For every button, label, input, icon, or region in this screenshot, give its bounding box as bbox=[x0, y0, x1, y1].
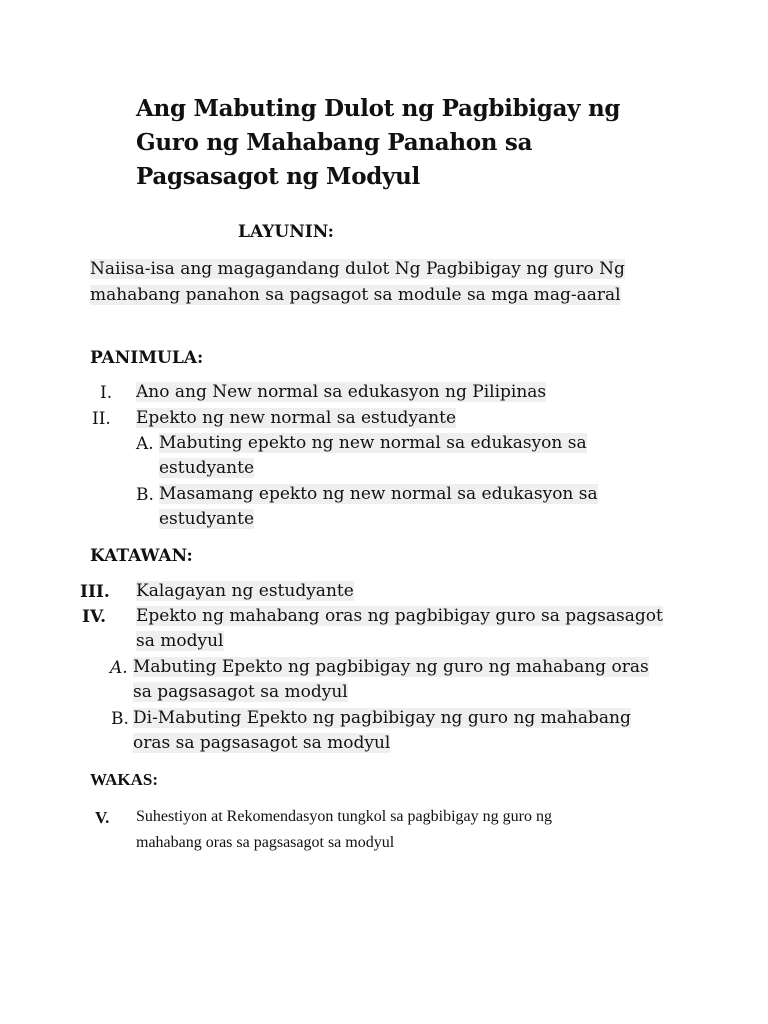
katawan-subitem-a bbox=[133, 655, 649, 705]
katawan-subitem-a-marker: A. bbox=[110, 658, 128, 678]
katawan-subitem-b-marker: B. bbox=[111, 709, 129, 729]
panimula-item-2-marker: II. bbox=[92, 409, 111, 429]
katawan-subitem-b bbox=[133, 706, 631, 756]
panimula-subitem-b bbox=[159, 482, 598, 532]
title-line-2: Guro ng Mahabang Panahon sa bbox=[136, 129, 533, 156]
layunin-line-2: mahabang panahon sa pagsagot sa module sa mga mag-aaral bbox=[90, 285, 621, 305]
katawan-item-4 bbox=[136, 604, 663, 654]
panimula-subitem-b-marker: B. bbox=[136, 485, 154, 505]
wakas-heading: WAKAS: bbox=[90, 770, 159, 789]
katawan-heading: KATAWAN: bbox=[90, 546, 193, 566]
panimula-subitem-a bbox=[159, 431, 587, 481]
panimula-subitem-a-marker: A. bbox=[136, 434, 154, 454]
panimula-item-1-marker: I. bbox=[100, 383, 113, 403]
katawan-item-3-marker: III. bbox=[80, 582, 110, 602]
katawan-item-3-line-1: Kalagayan ng estudyante bbox=[136, 581, 354, 601]
katawan-item-3 bbox=[136, 579, 354, 604]
panimula-item-2-text: Epekto ng new normal sa estudyante bbox=[136, 408, 457, 428]
wakas-item-5-marker: V. bbox=[95, 808, 110, 827]
katawan-subitem-b-line-1: Di-Mabuting Epekto ng pagbibigay ng guro ng mahabang bbox=[133, 708, 631, 728]
katawan-item-4-marker: IV. bbox=[82, 607, 107, 627]
katawan-subitem-a-line-1: Mabuting Epekto ng pagbibigay ng guro ng mahabang oras bbox=[133, 657, 649, 677]
layunin-line-1: Naiisa-isa ang magagandang dulot Ng Pagbibigay ng guro Ng bbox=[90, 259, 625, 279]
title-line-3: Pagsasagot ng Modyul bbox=[136, 163, 420, 190]
katawan-subitem-a-line-2: sa pagsasagot sa modyul bbox=[133, 682, 348, 702]
katawan-item-4-line-1: Epekto ng mahabang oras ng pagbibigay guro sa pagsasagot bbox=[136, 606, 663, 626]
panimula-item-2 bbox=[136, 406, 456, 431]
panimula-subitem-a-line-2: estudyante bbox=[159, 458, 255, 478]
panimula-item-1 bbox=[136, 380, 546, 405]
wakas-item-5 bbox=[136, 804, 676, 856]
layunin-heading: LAYUNIN: bbox=[238, 222, 334, 242]
document-title bbox=[136, 92, 656, 194]
panimula-heading: PANIMULA: bbox=[90, 348, 204, 368]
panimula-item-1-text: Ano ang New normal sa edukasyon ng Pilipinas bbox=[136, 382, 547, 402]
panimula-subitem-a-line-1: Mabuting epekto ng new normal sa edukasyon sa bbox=[159, 433, 587, 453]
title-line-1: Ang Mabuting Dulot ng Pagbibigay ng bbox=[136, 95, 621, 122]
panimula-subitem-b-line-2: estudyante bbox=[159, 509, 255, 529]
wakas-item-5-line-1: Suhestiyon at Rekomendasyon tungkol sa pagbibigay ng guro ng bbox=[136, 808, 552, 825]
panimula-subitem-b-line-1: Masamang epekto ng new normal sa edukasyon sa bbox=[159, 484, 598, 504]
layunin-text bbox=[90, 256, 625, 308]
wakas-item-5-line-2: mahabang oras sa pagsasagot sa modyul bbox=[136, 834, 395, 851]
katawan-subitem-b-line-2: oras sa pagsasagot sa modyul bbox=[133, 733, 391, 753]
katawan-item-4-line-2: sa modyul bbox=[136, 631, 224, 651]
